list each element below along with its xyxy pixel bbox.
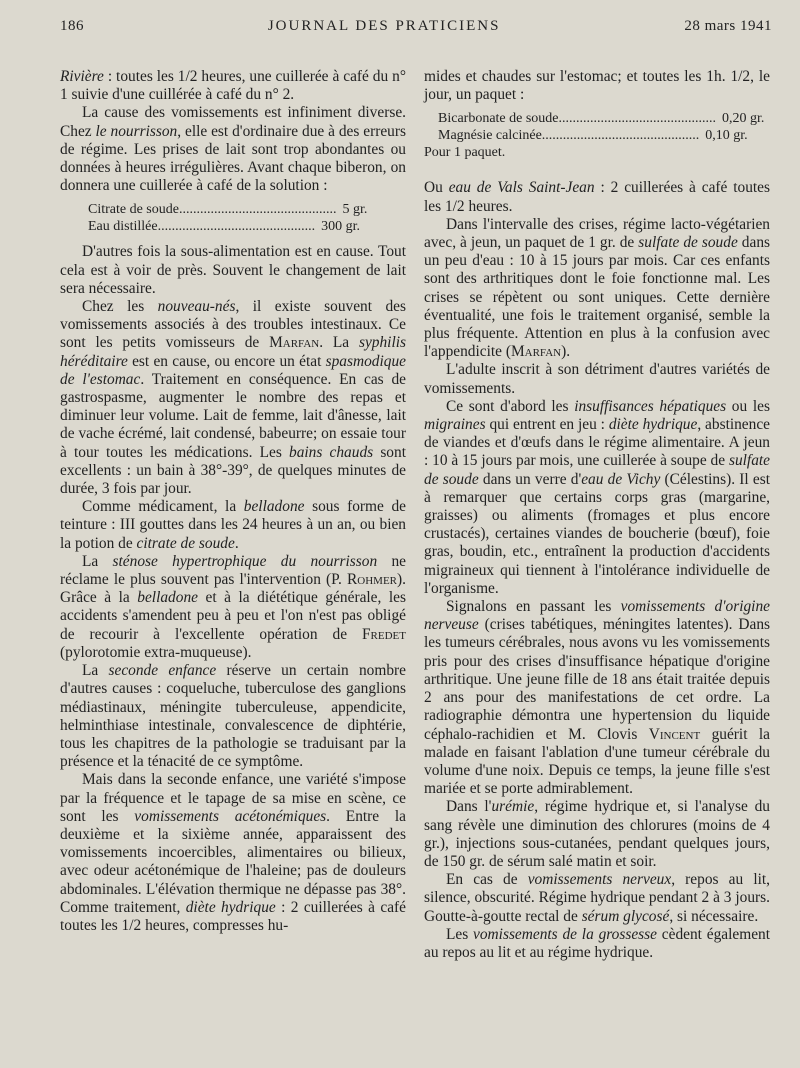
paragraph: La cause des vomissements est infiniment diverse. Chez le nourrisson, elle est d'ordinaire due à des erreurs de régime. Les prises de lait sont trop abondantes ou données à heures irrégulières. Avant chaque biberon, on donnera une cuillerée à café de la solution : [60, 104, 406, 195]
paragraph: Comme médicament, la belladone sous forme de teinture : III gouttes dans les 24 heures à un an, ou bien la potion de citrate de soude. [60, 498, 406, 552]
formula-row: Eau distillée ............................................. 300 gr. [88, 219, 360, 235]
paragraph: Signalons en passant les vomissements d'origine nerveuse (crises tabétiques, méningites latentes). Dans les tumeurs cérébrales, nous avons vu les vomissements pris pour des crises d'insuffisance hépatique d'origine arthritique. Une jeune fille de 18 ans était traitée depuis 2 ans pour des manifestations de cet ordre. La radiographie démontra une hypertension du liquide céphalo-rachidien et M. Clovis Vincent guérit la malade en faisant l'ablation d'une tumeur cérébrale du volume d'une noix. Depuis ce temps, la jeune fille s'est mariée et se porte admirablement. [424, 598, 770, 798]
paragraph: L'adulte inscrit à son détriment d'autres variétés de vomissements. [424, 361, 770, 397]
formula-table [88, 201, 368, 235]
paragraph: Mais dans la seconde enfance, une variété s'impose par la fréquence et le tapage de sa mise en scène, ce sont les vomissements acétonémiques. Entre la deuxième et la sixième année, apparaissent des vomissements incoercibles, alimentaires ou bilieux, avec odeur acétonémique de l'haleine; pas de douleurs abdominales. L'élévation thermique ne dépasse pas 38°. Comme traitement, diète hydrique : 2 cuillerées à café toutes les 1/2 heures, compresses hu- [60, 771, 407, 934]
formula-row: Bicarbonate de soude ............................................. 0,20 gr. [438, 111, 765, 127]
paragraph: mides et chaudes sur l'estomac; et toutes les 1h. 1/2, le jour, un paquet : [424, 68, 770, 104]
paragraph: Rivière : toutes les 1/2 heures, une cuillerée à café du n° 1 suivie d'une cuillérée à café du n° 2. [60, 68, 406, 104]
paragraph: Dans l'intervalle des crises, régime lacto-végétarien avec, à jeun, un paquet de 1 gr. de sulfate de soude dans un peu d'eau : 10 à 15 jours par mois. Car ces enfants sont des arthritiques dont le foie fonctionne mal. Les crises se répètent ou sont uniques. Cette dernière éventualité, une fois le traitement organisé, semble la plus fréquente. Attention en plus à la confusion avec l'appendicite (Marfan). [424, 215, 771, 361]
paragraph: Dans l'urémie, régime hydrique et, si l'analyse du sang révèle une diminution des chlorures (moins de 4 gr.), injections sous-cutanées, pendant quelques jours, de 150 gr. de sérum salé matin et soir. [424, 798, 770, 870]
formula-note: Pour 1 paquet. [424, 145, 506, 161]
paragraph: La sténose hypertrophique du nourrisson ne réclame le plus souvent pas l'intervention (P. Rohmer). Grâce à la belladone et à la diététique générale, les accidents s'amendent peu à peu et l'on n'est pas obligé de recourir à l'excellente opération de Fredet (pylorotomie extra-muqueuse). [60, 552, 406, 661]
paragraph: Ce sont d'abord les insuffisances hépatiques ou les migraines qui entrent en jeu : diète hydrique, abstinence de viandes et d'œufs dans le régime alimentaire. A jeun : 10 à 15 jours par mois, une cuillerée à soupe de sulfate de soude dans un verre d'eau de Vichy (Célestins). Il est à remarquer que certains corps gras (margarine, graisses) ou aliments (fromages et plus encore crustacés), certaines viandes de boucherie (bœuf), foie gras, boudin, etc., entraînent la production d'accidents migraineux qui tiennent à l'intolérance individuelle de l'organisme. [424, 397, 771, 597]
page-number: 186 [60, 18, 84, 34]
text-columns [60, 68, 772, 962]
paragraph: En cas de vomissements nerveux, repos au lit, silence, obscurité. Régime hydrique pendant 2 à 3 jours. Goutte-à-goutte rectal de sérum glycosé, si nécessaire. [424, 871, 770, 925]
running-head [60, 18, 772, 46]
formula-table [424, 110, 765, 161]
right-column [424, 68, 770, 962]
journal-title: JOURNAL DES PRATICIENS [267, 18, 501, 34]
paragraph: Les vomissements de la grossesse cèdent également au repos au lit et au régime hydrique. [424, 925, 770, 961]
issue-date: 28 mars 1941 [684, 18, 772, 34]
paragraph: Chez les nouveau-nés, il existe souvent des vomissements associés à des troubles intestinaux. Ce sont les petits vomisseurs de Marfan. La syphilis héréditaire est en cause, ou encore un état spasmodique de l'estomac. Traitement en conséquence. En cas de gastrospasme, augmenter le nombre des repas et diminuer leur volume. Lait de femme, lait d'ânesse, lait de vache écrémé, lait condensé, babeurre; on essaie tour à tour toutes les médications. Les bains chauds sont excellents : un bain à 38°-39°, de quelques minutes de durée, 3 fois par jour. [60, 298, 407, 498]
paragraph: D'autres fois la sous-alimentation est en cause. Tout cela est à voir de près. Souvent le changement de lait sera nécessaire. [60, 243, 406, 297]
paragraph: La seconde enfance réserve un certain nombre d'autres causes : coqueluche, tuberculose des ganglions médiastinaux, méningite tuberculeuse, appendicite, helminthiase intestinale, convalescence de diphtérie, tous les chapitres de la pathologie se traduisant par la présence et la ténacité de ce symptôme. [60, 662, 406, 771]
formula-row: Citrate de soude ............................................. 5 gr. [88, 202, 368, 218]
paragraph: Ou eau de Vals Saint-Jean : 2 cuillerées à café toutes les 1/2 heures. [424, 179, 771, 215]
left-column [60, 68, 406, 962]
formula-row: Magnésie calcinée ............................................. 0,10 gr. [438, 128, 748, 144]
